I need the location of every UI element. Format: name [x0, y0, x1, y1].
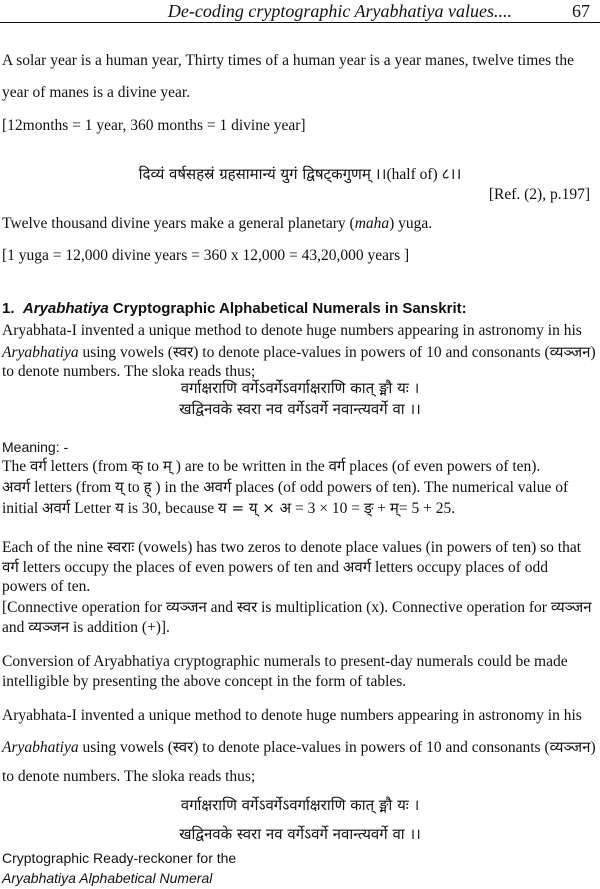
text-run: वर्ग [328, 457, 346, 475]
text-run: ङ् [363, 499, 374, 517]
para1-line2: year of manes is a divine year. [2, 84, 191, 101]
meaning-line3 [2, 499, 455, 518]
para5-line2: intelligible by presenting the above concept in the form of tables. [2, 673, 407, 690]
text-run: ) are to be written in the [171, 458, 329, 475]
text-run: अवर्ग [203, 478, 232, 496]
text-run: [Connective operation for [2, 599, 166, 616]
text-run: य = य् × अ [218, 499, 292, 517]
para6-line2: Aryabhatiya using vowels (स्वर) to denote place-values in powers of 10 and consonants (व्यञ्जन) [2, 738, 596, 756]
section-heading: 1. Aryabhatiya Cryptographic Alphabetical Numerals in Sanskrit: [2, 300, 467, 317]
reference-1: [Ref. (2), p.197] [488, 186, 590, 203]
text-run: म् [162, 457, 172, 475]
para3-line1: Aryabhata-I invented a unique method to denote huge numbers appearing in astronomy in his [2, 322, 582, 339]
text-run: व्यञ्जन [165, 598, 207, 616]
text-run: Letter [70, 500, 116, 517]
para2-line1: Twelve thousand divine years make a general planetary (maha) yuga. [2, 215, 433, 232]
text-run: वर्ग [2, 558, 19, 576]
text-run: is 30, because [123, 500, 219, 517]
text-run: अवर्ग [42, 499, 71, 517]
text-run: स्वराः [107, 538, 135, 556]
sloka2-line2: खद्विनवके स्वरा नव वर्गेऽवर्गे नवान्त्यवर्गे वा ।। [179, 400, 421, 418]
text-run: + [373, 500, 390, 517]
text-run: letters occupy the places of even powers of ten and [18, 559, 343, 576]
text-run: म् [389, 499, 399, 517]
text-run: to [143, 458, 163, 475]
meaning-line2 [2, 478, 568, 497]
text-run: व्यञ्जन [28, 618, 70, 636]
running-header [0, 0, 600, 23]
text-run: = 3 × 10 = [291, 500, 364, 517]
page-number: 67 [572, 1, 590, 21]
para6-line1: Aryabhata-I invented a unique method to denote huge numbers appearing in astronomy in his [2, 707, 582, 724]
text-run: अवर्ग [342, 558, 372, 576]
text-run: places (of odd powers of ten). The numerical value of [231, 479, 569, 496]
para4-line1 [2, 538, 581, 557]
text-run: to [123, 479, 144, 496]
para1-line3: [12months = 1 year, 360 months = 1 divine year] [2, 117, 306, 134]
caption-line2: Aryabhatiya Alphabetical Numeral [2, 870, 213, 886]
text-run: ह् [143, 478, 152, 496]
text-run: and [2, 619, 29, 636]
text-run: Each of the nine [2, 539, 108, 556]
text-run: वर्ग [29, 457, 47, 475]
para4-line4 [2, 598, 592, 617]
sloka2-line1: वर्गाक्षराणि वर्गेऽवर्गेऽवर्गाक्षराणि कात् ङ्मौ यः । [180, 379, 420, 397]
sloka1 [0, 165, 600, 184]
caption-line1: Cryptographic Ready-reckoner for the [2, 850, 237, 866]
text-run: letters occupy places of odd [371, 559, 549, 576]
text-run: is addition (+)]. [69, 619, 170, 636]
para2-line2: [1 yuga = 12,000 divine years = 360 x 12,000 = 43,20,000 years ] [2, 247, 410, 264]
text-run: initial [2, 500, 43, 517]
text-run: ) in the [151, 479, 204, 496]
sloka3-line1: वर्गाक्षराणि वर्गेऽवर्गेऽवर्गाक्षराणि कात् ङ्मौ यः । [180, 796, 420, 814]
meaning-line1 [2, 457, 540, 476]
para5-line1: Conversion of Aryabhatiya cryptographic numerals to present-day numerals could be made [2, 653, 568, 670]
text-run: and [206, 599, 237, 616]
sloka3-line2: खद्विनवके स्वरा नव वर्गेऽवर्गे नवान्त्यवर्गे वा ।। [179, 825, 421, 843]
para4-line2 [2, 558, 548, 577]
running-title: De-coding cryptographic Aryabhatiya values.... [167, 1, 512, 21]
text-run: अवर्ग [2, 478, 31, 496]
text-run: The [2, 458, 30, 475]
para4-line3: powers of ten. [2, 578, 91, 595]
text-run: letters (from [30, 479, 116, 496]
text-run: places (of even powers of ten). [345, 458, 541, 475]
para1-line1: A solar year is a human year, Thirty times of a human year is a year manes, twelve times the [2, 52, 574, 69]
text-run: is multiplication (x). Connective operation for [257, 599, 551, 616]
text-run: य् [115, 478, 124, 496]
meaning-label: Meaning: - [2, 439, 69, 455]
text-run: स्वर [236, 598, 258, 616]
sloka1-suffix: ।।(half of) ८।। [370, 166, 462, 183]
text-run: letters (from [46, 458, 132, 475]
para3-line3: to denote numbers. The sloka reads thus; [2, 363, 256, 380]
para3-line2: Aryabhatiya using vowels (स्वर) to denote place-values in powers of 10 and consonants (व्यञ्जन) [2, 343, 596, 361]
para4-line5 [2, 618, 170, 637]
text-run: = 5 + 25. [398, 500, 456, 517]
text-run: (vowels) has two zeros to denote place values (in powers of ten) so that [134, 539, 582, 556]
para6-line3: to denote numbers. The sloka reads thus; [2, 768, 256, 785]
text-run: य [115, 499, 124, 517]
text-run: व्यञ्जन [550, 598, 592, 616]
text-run: क् [131, 457, 144, 475]
sloka1-text: दिव्यं वर्षसहस्रं ग्रहसामान्यं युगं द्विषट्कगुणम् [138, 165, 371, 183]
